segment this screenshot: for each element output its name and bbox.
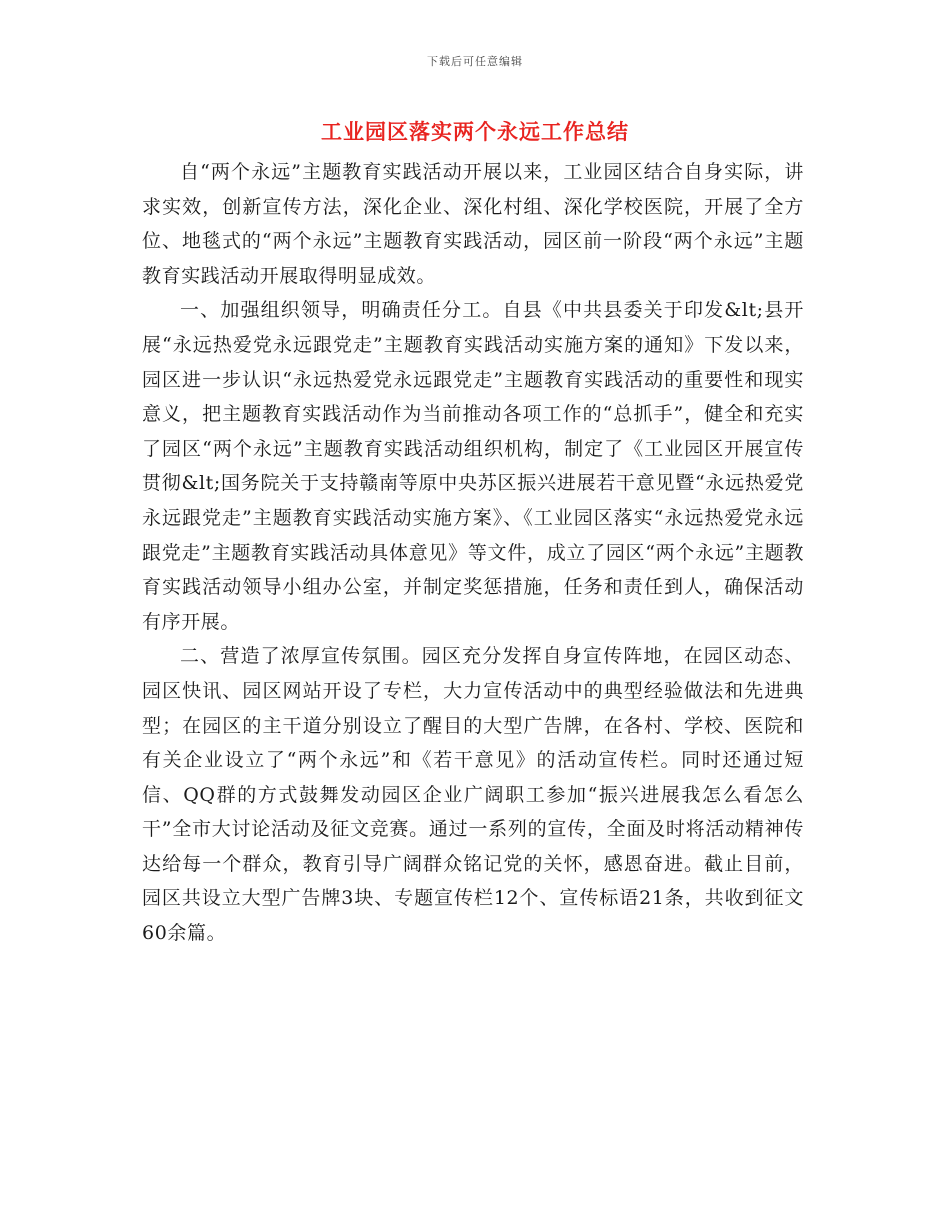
header-note: 下载后可任意编辑 [427, 55, 523, 68]
paragraph-publicity: 二、营造了浓厚宣传氛围。园区充分发挥自身宣传阵地，在园区动态、园区快讯、园区网站开设了专栏，大力宣传活动中的典型经验做法和先进典型；在园区的主干道分别设立了醒目的大型广告牌，在各村、学校、医院和有关企业设立了“两个永远”和《若干意见》的活动宣传栏。同时还通过短信、QQ群的方式鼓舞发动园区企业广阔职工参加“振兴进展我怎么看怎么干”全市大讨论活动及征文竞赛。通过一系列的宣传，全面及时将活动精神传达给每一个群众，教育引导广阔群众铭记党的关怀，感恩奋进。截止目前，园区共设立大型广告牌3块、专题宣传栏12个、宣传标语21条，共收到征文60余篇。 [142, 645, 804, 945]
paragraph-organization: 一、加强组织领导，明确责任分工。自县《中共县委关于印发&lt;县开展“永远热爱党永远跟党走”主题教育实践活动实施方案的通知》下发以来，园区进一步认识“永远热爱党永远跟党走”主题教育实践活动的重要性和现实意义，把主题教育实践活动作为当前推动各项工作的“总抓手”，健全和充实了园区“两个永远”主题教育实践活动组织机构，制定了《工业园区开展宣传贯彻&lt;国务院关于支持赣南等原中央苏区振兴进展若干意见暨“永远热爱党永远跟党走”主题教育实践活动实施方案》、《工业园区落实“永远热爱党永远跟党走”主题教育实践活动具体意见》等文件，成立了园区“两个永远”主题教育实践活动领导小组办公室，并制定奖惩措施，任务和责任到人，确保活动有序开展。 [142, 299, 804, 633]
document-body [142, 155, 804, 951]
document-title: 工业园区落实两个永远工作总结 [321, 119, 629, 144]
paragraph-intro: 自“两个永远”主题教育实践活动开展以来，工业园区结合自身实际，讲求实效，创新宣传方法，深化企业、深化村组、深化学校医院，开展了全方位、地毯式的“两个永远”主题教育实践活动，园区前一阶段“两个永远”主题教育实践活动开展取得明显成效。 [142, 161, 804, 287]
